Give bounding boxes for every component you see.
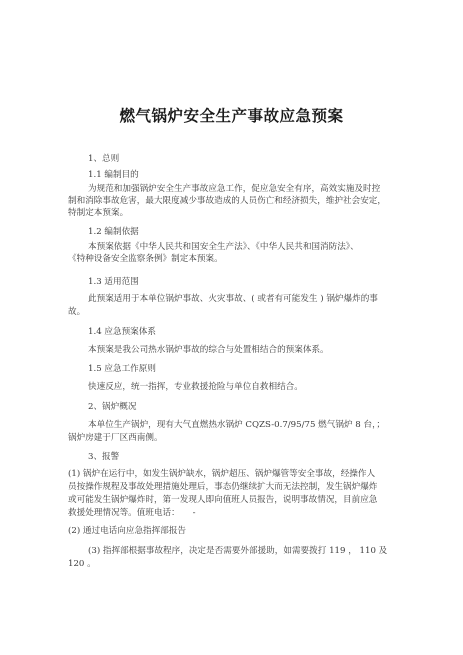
paragraph-line: (1) 锅炉在运行中，如发生锅炉缺水，锅炉超压、锅炉爆管等安全事故，经操作人 (68, 469, 376, 479)
subsection-heading-basis: 1.2 编制依据 (88, 227, 139, 237)
section-heading-boiler-overview: 2、锅炉概况 (88, 402, 137, 412)
subsection-heading-scope: 1.3 适用范围 (88, 277, 139, 287)
paragraph-line: 制和消除事故危害，最大限度减少事故造成的人员伤亡和经济损失，维护社会安定， (68, 196, 386, 206)
paragraph-line: 本预案是我公司热水锅炉事故的综合与处置相结合的预案体系。 (88, 345, 329, 355)
paragraph-line: (2) 通过电话向应急指挥部报告 (68, 526, 187, 536)
paragraph-line: 本单位生产锅炉，现有大气直燃热水锅炉 CQZS-0.7/95/75 燃气锅炉 8 台，； (88, 420, 385, 430)
paragraph-line: 此预案适用于本单位锅炉事故、火灾事故、( 或者有可能发生 ) 锅炉爆炸的事 (88, 294, 378, 304)
paragraph-line: 特制定本预案。 (68, 208, 129, 218)
paragraph-line: 或可能发生锅炉爆炸时，第一发现人即向值班人员报告，说明事故情况，目前应急 (68, 495, 378, 505)
paragraph-line: 快速反应，统一指挥，专业救援抢险与单位自救相结合。 (88, 382, 303, 392)
subsection-heading-purpose: 1.1 编制目的 (88, 170, 139, 180)
paragraph-line: (3) 指挥部根据事故程序，决定是否需要外部援助，如需要拨打 119 ， 110 及 (88, 546, 388, 556)
paragraph-line: 员按操作规程及事故处理措施处理后，事态仍继续扩大而无法控制，发生锅炉爆炸 (68, 482, 378, 492)
paragraph-line: 120 。 (68, 559, 96, 569)
paragraph-line: 故。 (68, 307, 86, 317)
subsection-heading-principles: 1.5 应急工作原则 (88, 364, 156, 374)
subsection-heading-plan-system: 1.4 应急预案体系 (88, 327, 156, 337)
paragraph-line: 本预案依据《中华人民共和国安全生产法》、《中华人民共和国消防法》、 (88, 242, 359, 252)
section-heading-general: 1、总则 (88, 154, 120, 164)
paragraph-line: 《特种设备安全监察条例》制定本预案。 (68, 254, 223, 264)
paragraph-line: 救援处理情况等。值班电话： - (68, 508, 196, 518)
document-title: 燃气锅炉安全生产事故应急预案 (119, 107, 344, 125)
paragraph-line: 锅炉房建于厂区西南侧。 (68, 433, 163, 443)
paragraph-line: 为规范和加强锅炉安全生产事故应急工作，促应急安全有序，高效实施及时控 (88, 184, 381, 194)
section-heading-alarm: 3、报警 (88, 452, 120, 462)
